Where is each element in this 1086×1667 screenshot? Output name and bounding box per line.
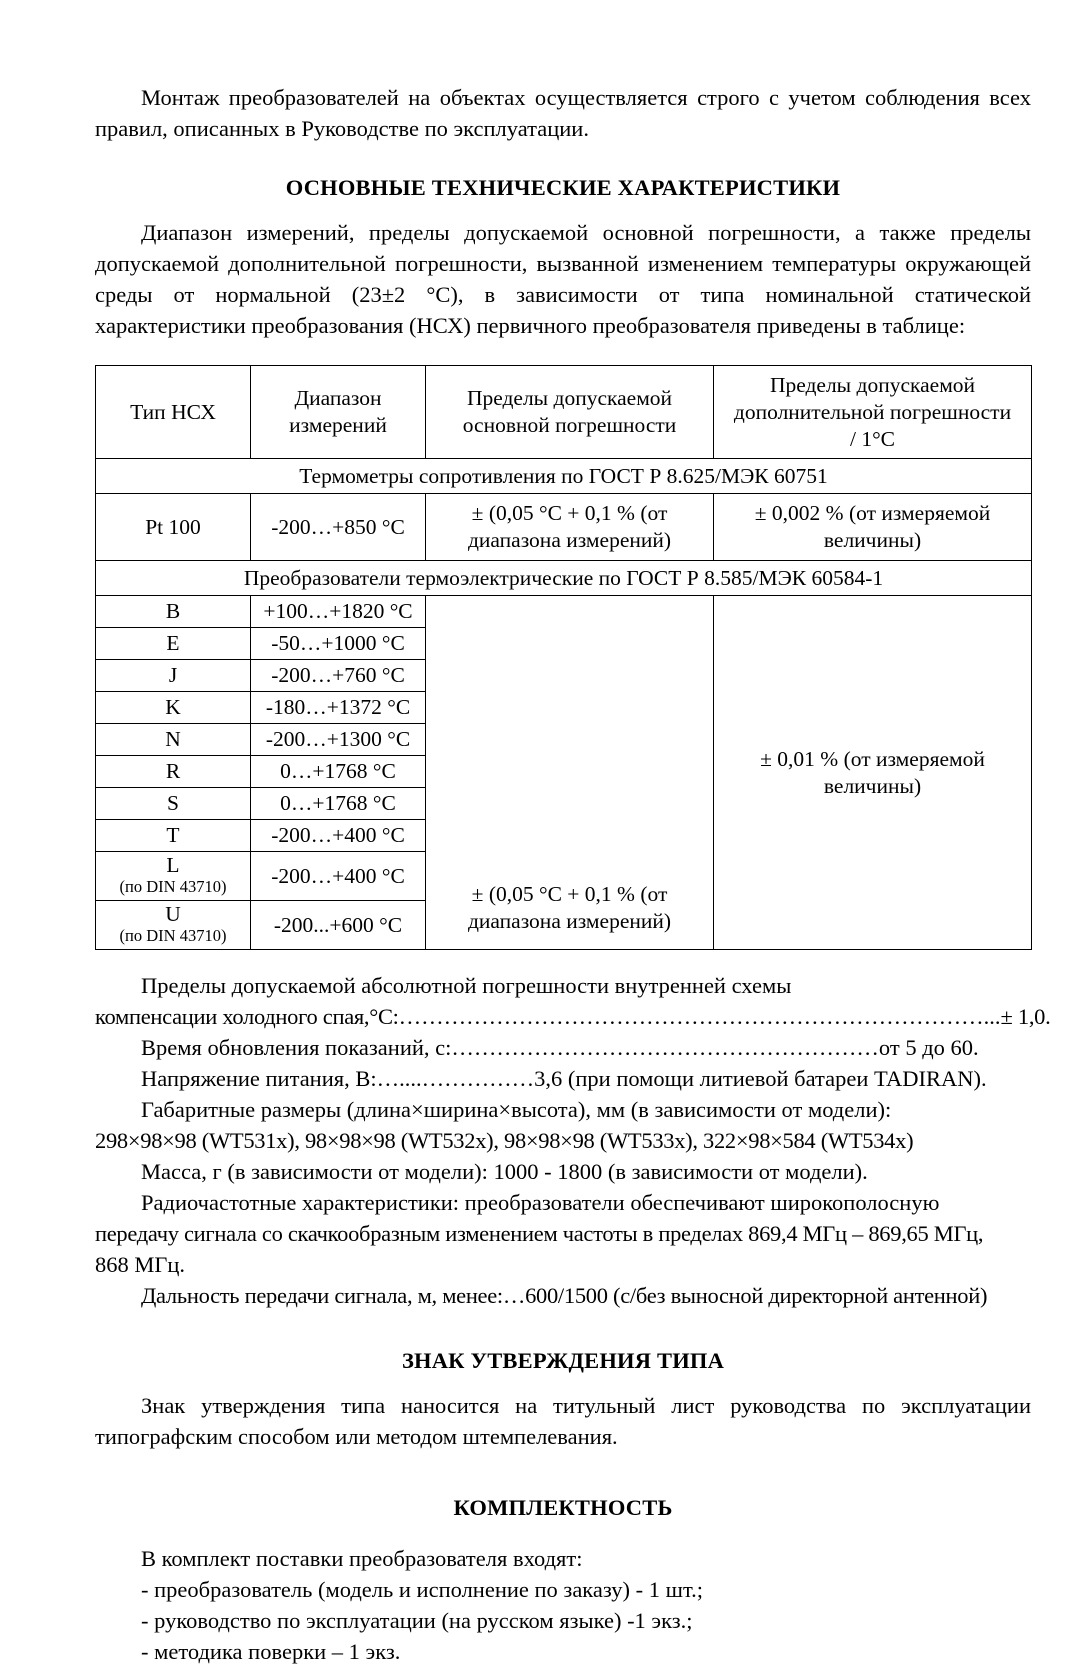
pt100-add-error-line2: величины) — [823, 528, 922, 552]
document-content — [95, 82, 1051, 1667]
cell-pt100-range: -200…+850 °С — [251, 494, 426, 561]
table-group-row-rtd — [96, 459, 1032, 494]
table-row-pt100 — [96, 494, 1032, 561]
cold-junction-dots: ……………………………………………………………………... — [398, 1004, 1001, 1029]
cell-tc-range: -180…+1372 °С — [251, 692, 426, 724]
update-time-label: Время обновления показаний, с: — [141, 1035, 452, 1060]
mass-line: Масса, г (в зависимости от модели): 1000 - 1800 (в зависимости от модели). — [141, 1159, 868, 1184]
tc-type-standard: (по DIN 43710) — [119, 877, 227, 896]
tc-add-error-line1: ± 0,01 % (от измеряемой — [760, 746, 985, 771]
cell-tc-type — [96, 852, 251, 901]
dimensions-label-line: Габаритные размеры (длина×ширина×высота), мм (в зависимости от модели): — [141, 1097, 892, 1122]
cold-junction-line2 — [95, 1001, 1051, 1032]
cell-tc-range: +100…+1820 °С — [251, 596, 426, 628]
section-heading-type-mark: ЗНАК УТВЕРЖДЕНИЯ ТИПА — [401, 1348, 725, 1373]
cell-tc-range: 0…+1768 °С — [251, 788, 426, 820]
pt100-add-error-line1: ± 0,002 % (от измеряемой — [754, 501, 991, 525]
cold-junction-line1: Пределы допускаемой абсолютной погрешности внутренней схемы — [141, 973, 792, 998]
update-time-dots: ………………………………………………… — [451, 1035, 879, 1060]
cold-junction-label: компенсации холодного спая,°С: — [95, 1004, 399, 1029]
rf-line3: 868 МГц. — [95, 1252, 186, 1277]
cell-tc-add-error — [714, 596, 1032, 950]
header-add-error-line3: / 1°С — [849, 426, 896, 451]
list-item: - преобразователь (модель и исполнение по заказу) - 1 шт.; — [141, 1577, 704, 1602]
update-time-line — [95, 1032, 1031, 1063]
header-cell-range — [251, 366, 426, 459]
supply-voltage-label: Напряжение питания, В: — [141, 1066, 377, 1091]
list-item: - методика поверки – 1 экз. — [141, 1639, 401, 1664]
cell-tc-type: R — [96, 756, 251, 788]
intro-paragraph: Монтаж преобразователей на объектах осуществляется строго с учетом соблюдения всех правил, описанных в Руководстве по эксплуатации. — [95, 85, 1031, 141]
header-cell-additional-error — [714, 366, 1032, 459]
cell-tc-type: E — [96, 628, 251, 660]
cell-tc-range: -200…+400 °С — [251, 852, 426, 901]
tc-type-letter: L — [166, 853, 180, 877]
header-add-error-line1: Пределы допускаемой — [769, 372, 976, 397]
tc-main-error-line1: ± (0,05 °С + 0,1 % (от — [471, 882, 668, 906]
cell-tc-range: -200…+1300 °С — [251, 724, 426, 756]
update-time-value: от 5 до 60. — [878, 1035, 979, 1060]
rf-line2: передачу сигнала со скачкообразным изменением частоты в пределах 869,4 МГц – 869,65 МГц, — [95, 1221, 984, 1246]
kit-intro: В комплект поставки преобразователя входят: — [141, 1546, 583, 1571]
transmission-range-line: Дальность передачи сигнала, м, менее:…600/1500 (с/без выносной директорной антенной) — [141, 1283, 988, 1308]
header-cell-type: Тип НСХ — [96, 366, 251, 459]
pt100-main-error-line2: диапазона измерений) — [467, 528, 672, 552]
supply-voltage-value: 3,6 (при помощи литиевой батареи TADIRAN). — [534, 1066, 987, 1091]
cell-tc-range: 0…+1768 °С — [251, 756, 426, 788]
list-item: - руководство по эксплуатации (на русском языке) -1 экз.; — [141, 1608, 693, 1633]
cell-tc-type: S — [96, 788, 251, 820]
cell-pt100-main-error — [426, 494, 714, 561]
cell-tc-type: K — [96, 692, 251, 724]
group-label-thermocouples: Преобразователи термоэлектрические по ГОСТ Р 8.585/МЭК 60584-1 — [96, 561, 1032, 596]
cell-tc-main-error — [426, 596, 714, 950]
cell-tc-type: J — [96, 660, 251, 692]
tc-add-error-line2: величины) — [823, 773, 922, 798]
group-label-rtd: Термометры сопротивления по ГОСТ Р 8.625/МЭК 60751 — [96, 459, 1032, 494]
header-main-error-line2: основной погрешности — [462, 413, 677, 437]
table-group-row-thermocouples — [96, 561, 1032, 596]
supply-voltage-line — [95, 1063, 1031, 1094]
cell-pt100-add-error — [714, 494, 1032, 561]
cell-tc-range: -200...+600 °С — [251, 901, 426, 950]
rf-line1: Радиочастотные характеристики: преобразователи обеспечивают широкополосную — [141, 1190, 940, 1215]
cell-tc-type — [96, 901, 251, 950]
cell-tc-type: T — [96, 820, 251, 852]
cell-tc-type: B — [96, 596, 251, 628]
tc-type-standard: (по DIN 43710) — [119, 926, 227, 945]
cold-junction-value: ± 1,0. — [1000, 1004, 1051, 1029]
type-mark-paragraph: Знак утверждения типа наносится на титульный лист руководства по эксплуатации типографским способом или методом штемпелевания. — [95, 1393, 1031, 1449]
cell-tc-range: -200…+400 °С — [251, 820, 426, 852]
header-add-error-line2: дополнительной погрешности — [733, 399, 1012, 424]
specs-intro-paragraph: Диапазон измерений, пределы допускаемой основной погрешности, а также пределы допускаемой дополнительной погрешности, вызванной изменением температуры окружающей среды от нормальной (23±2 °С), в зависимости от типа номинальной статической характеристики преобразования (НСХ) первичного преобразователя приведены в таблице: — [95, 220, 1031, 338]
dimensions-values-line: 298×98×98 (WT531x), 98×98×98 (WT532x), 98×98×98 (WT533x), 322×98×584 (WT534x) — [95, 1128, 914, 1153]
cell-tc-range: -200…+760 °С — [251, 660, 426, 692]
tc-type-letter: U — [165, 902, 181, 926]
header-main-error-line1: Пределы допускаемой — [466, 386, 673, 410]
section-heading-specs: ОСНОВНЫЕ ТЕХНИЧЕСКИЕ ХАРАКТЕРИСТИКИ — [285, 175, 841, 200]
header-cell-main-error — [426, 366, 714, 459]
header-range-line2: измерений — [289, 413, 387, 437]
pt100-main-error-line1: ± (0,05 °С + 0,1 % (от — [471, 501, 668, 525]
tc-main-error-line2: диапазона измерений) — [467, 909, 672, 933]
header-range-line1: Диапазон — [294, 386, 382, 410]
cell-pt100-type: Pt 100 — [96, 494, 251, 561]
section-heading-kit: КОМПЛЕКТНОСТЬ — [453, 1495, 673, 1520]
cell-tc-type: N — [96, 724, 251, 756]
table-row — [96, 596, 1032, 628]
table-header-row — [96, 366, 1032, 459]
cell-tc-range: -50…+1000 °С — [251, 628, 426, 660]
specifications-table — [95, 365, 1032, 950]
supply-voltage-dots: …....…………… — [376, 1066, 535, 1091]
